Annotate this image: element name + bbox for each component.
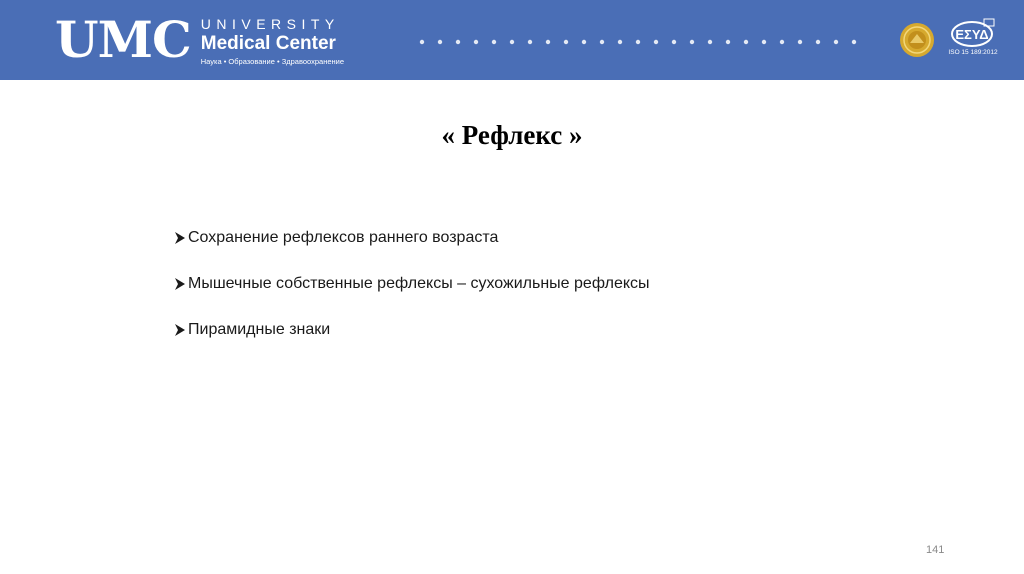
bullet-item [174, 272, 650, 296]
arrowhead-bullet-icon [174, 277, 186, 291]
bullet-item [174, 226, 650, 250]
logo-text [201, 14, 344, 67]
slide-title: « Рефлекс » [441, 120, 583, 150]
esyd-iso-label: ISO 15 189:2012 [948, 49, 998, 56]
arrowhead-bullet-icon [174, 231, 186, 245]
bullet-text: Мышечные собственные рефлексы – сухожильные рефлексы [188, 275, 650, 292]
logo-umc-abbr: UMC [55, 10, 191, 69]
header-banner [0, 0, 1024, 80]
arrowhead-bullet-icon [174, 323, 186, 337]
umc-logo [55, 10, 345, 69]
esyd-logo [942, 18, 1004, 64]
svg-text:ΕΣΥΔ: ΕΣΥΔ [955, 27, 989, 42]
bullet-text: Пирамидные знаки [188, 321, 331, 338]
dotted-line-decoration-icon [418, 38, 858, 46]
logo-tagline: Наука • Образование • Здравоохранение [200, 57, 345, 66]
gold-seal-icon [899, 22, 935, 58]
bullet-list [174, 226, 650, 364]
page-number: 141 [926, 544, 945, 556]
esyd-logo-icon [950, 18, 996, 48]
bullet-item [174, 318, 650, 342]
logo-university: UNIVERSITY [200, 16, 340, 32]
bullet-text: Сохранение рефлексов раннего возраста [188, 229, 499, 246]
logo-medical-center: Medical Center [200, 33, 336, 54]
